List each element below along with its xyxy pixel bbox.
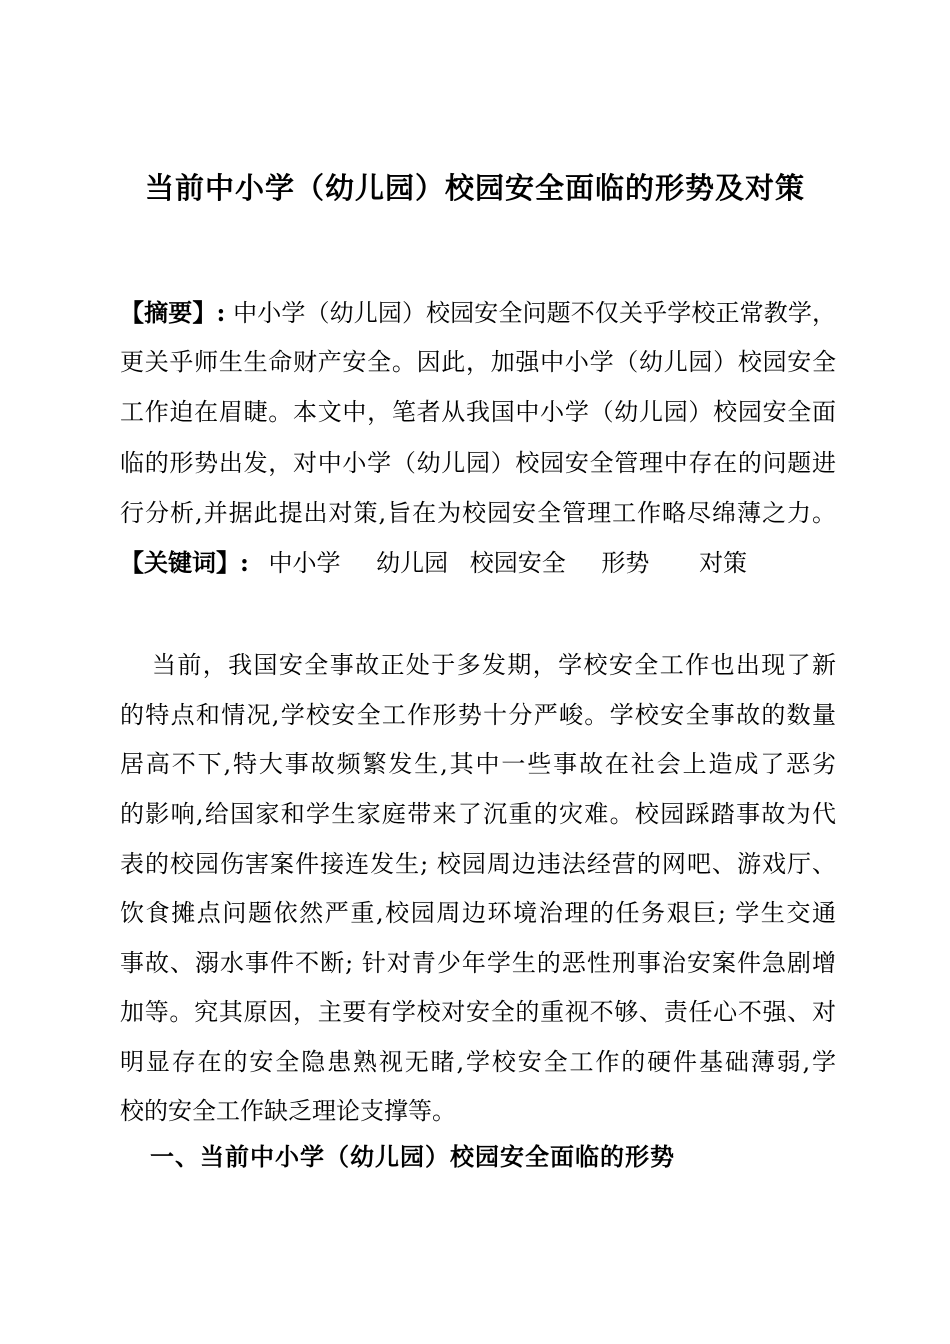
body-line-2: 的特点和情况,学校安全工作形势十分严峻。学校安全事故的数量 <box>120 701 836 729</box>
abstract-line-4: 临的形势出发，对中小学（幼儿园）校园安全管理中存在的问题进 <box>120 449 836 477</box>
abstract-line-2: 更关乎师生生命财产安全。因此，加强中小学（幼儿园）校园安全 <box>120 348 836 376</box>
body-line-6: 饮食摊点问题依然严重,校园周边环境治理的任务艰巨; 学生交通 <box>120 899 836 927</box>
body-line-3: 居高不下,特大事故频繁发生,其中一些事故在社会上造成了恶劣 <box>120 750 836 778</box>
body-line-7: 事故、溺水事件不断; 针对青少年学生的恶性刑事治安案件急剧增 <box>120 949 836 977</box>
body-line-4: 的影响,给国家和学生家庭带来了沉重的灾难。校园踩踏事故为代 <box>120 800 836 828</box>
body-line-1: 当前，我国安全事故正处于多发期，学校安全工作也出现了新 <box>152 651 836 679</box>
keywords-line <box>120 546 836 580</box>
keyword-item: 中小学 <box>268 549 341 577</box>
section-heading: 一、当前中小学（幼儿园）校园安全面临的形势 <box>150 1142 675 1171</box>
abstract-line-3: 工作迫在眉睫。本文中，笔者从我国中小学（幼儿园）校园安全面 <box>120 398 836 426</box>
keywords-label: 【关键词】: <box>120 548 249 577</box>
keyword-item: 校园安全 <box>469 549 566 577</box>
abstract-line-5: 行分析,并据此提出对策,旨在为校园安全管理工作略尽绵薄之力。 <box>120 499 836 527</box>
keyword-item: 对策 <box>699 549 748 577</box>
body-line-9: 明显存在的安全隐患熟视无睹,学校安全工作的硬件基础薄弱,学 <box>120 1048 836 1076</box>
abstract-text: 中小学（幼儿园）校园安全问题不仅关乎学校正常教学， <box>225 299 836 327</box>
body-line-10: 校的安全工作缺乏理论支撑等。 <box>120 1097 456 1125</box>
body-line-5: 表的校园伤害案件接连发生; 校园周边违法经营的网吧、游戏厅、 <box>120 850 836 878</box>
abstract-line-1 <box>120 296 836 330</box>
keyword-item: 幼儿园 <box>376 549 449 577</box>
body-line-8: 加等。究其原因，主要有学校对安全的重视不够、责任心不强、对 <box>120 998 836 1026</box>
abstract-label: 【摘要】: <box>120 298 226 327</box>
document-title: 当前中小学（幼儿园）校园安全面临的形势及对策 <box>144 171 805 205</box>
keyword-item: 形势 <box>601 549 650 577</box>
